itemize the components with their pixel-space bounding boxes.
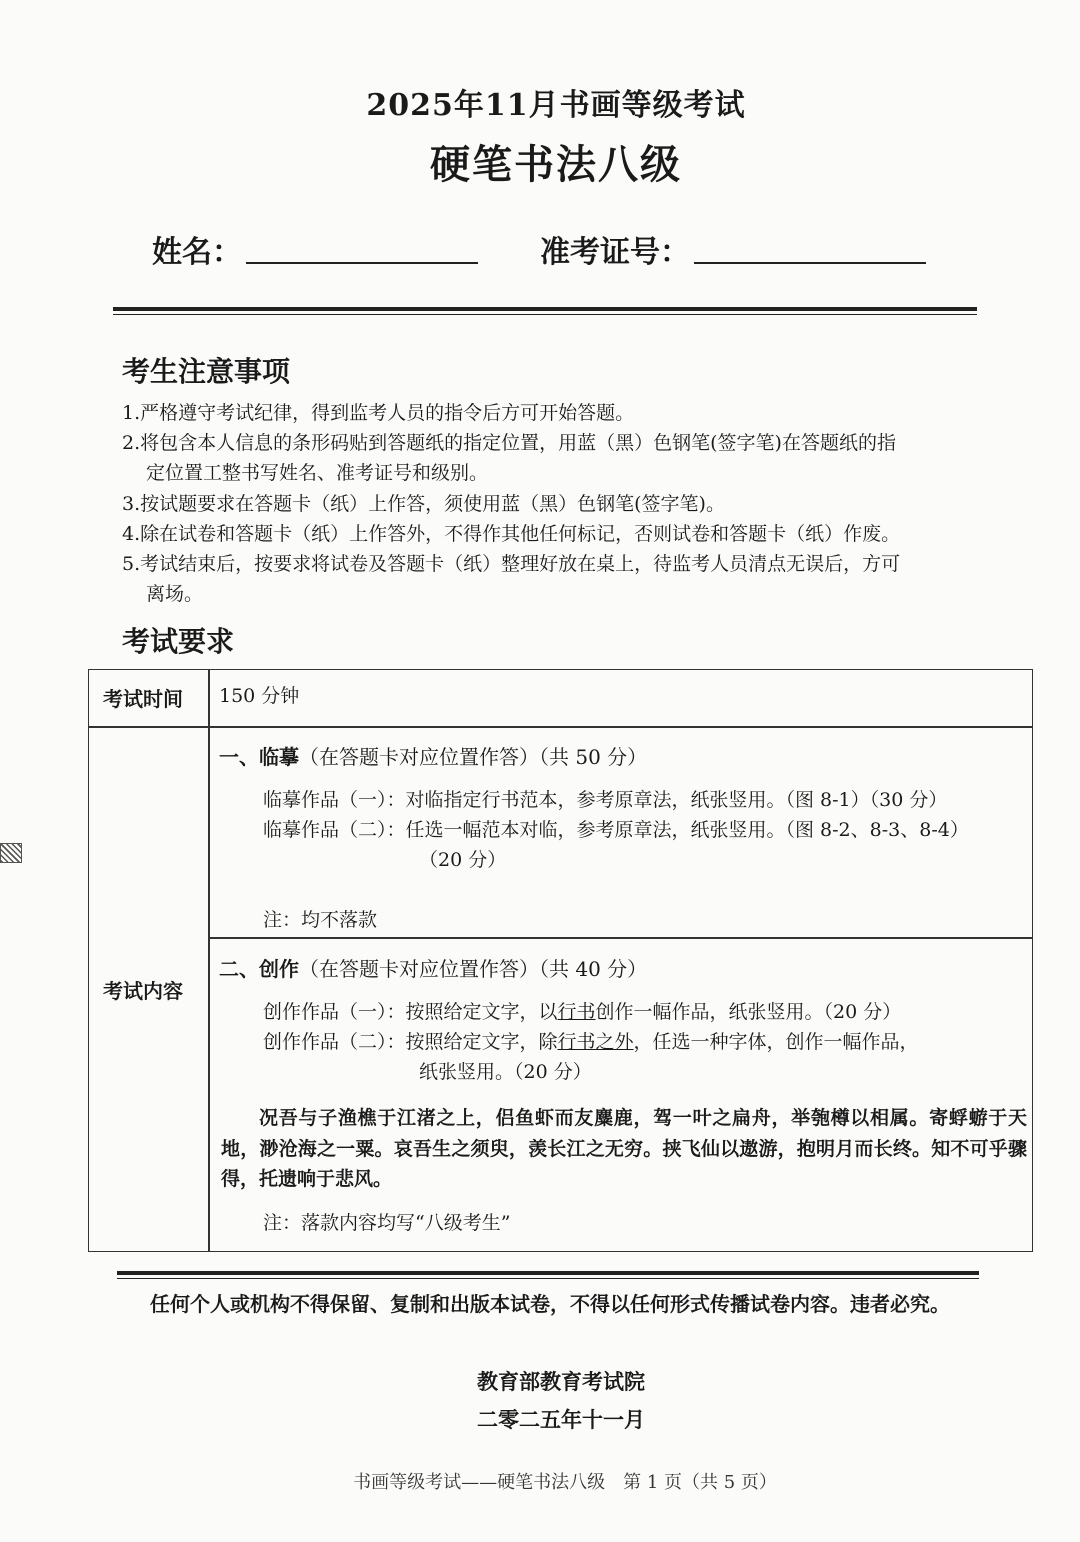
- section1-line1: 临摹作品（一）：对临指定行书范本，参考原章法，纸张竖用。（图 8-1）（30 分）: [263, 789, 948, 811]
- table-divider: [89, 726, 1032, 728]
- table-divider: [208, 670, 210, 1252]
- id-label: 准考证号：: [540, 235, 690, 270]
- section2-title: [219, 953, 647, 982]
- section2-note: 注：落款内容均写“八级考生”: [263, 1212, 511, 1234]
- footer-divider: [117, 1271, 979, 1275]
- header-divider: [113, 307, 977, 311]
- section1-rest: （在答题卡对应位置作答）（共 50 分）: [299, 745, 648, 769]
- section2-line1-pre: 创作作品（一）：按照给定文字，以: [263, 1001, 558, 1023]
- name-label: 姓名：: [152, 235, 242, 270]
- section2-line1-underline: 行书: [557, 1001, 596, 1023]
- footer-divider-thin: [117, 1278, 979, 1279]
- passage-text: [221, 1103, 1027, 1195]
- section1-note: 注：均不落款: [263, 909, 378, 931]
- notice-item: 3.按试题要求在答题卡（纸）上作答，须使用蓝（黑）色钢笔(签字笔)。: [122, 492, 725, 515]
- passage-content: 况吾与子渔樵于江渚之上，侣鱼虾而友麋鹿，驾一叶之扁舟，举匏樽以相属。寄蜉蝣于天地，渺沧海之一粟。哀吾生之须臾，羡长江之无穷。挟飞仙以遨游，抱明月而长终。知不可乎骤得，托遗响于悲风。: [221, 1107, 1027, 1190]
- notice-item: 4.除在试卷和答题卡（纸）上作答外，不得作其他任何标记，否则试卷和答题卡（纸）作废。: [122, 522, 901, 545]
- content-label: 考试内容: [103, 979, 183, 1003]
- section2-line1: [263, 997, 901, 1027]
- section1-name: 临摹: [259, 745, 299, 769]
- section2-line2: [263, 1027, 919, 1057]
- section2-rest: （在答题卡对应位置作答）（共 40 分）: [299, 957, 648, 981]
- section1-num: 一、: [219, 745, 259, 769]
- section2-name: 创作: [259, 957, 299, 981]
- page-footer: 书画等级考试——硬笔书法八级 第 1 页（共 5 页）: [353, 1472, 777, 1493]
- exam-title: 2025年11月书画等级考试: [366, 88, 746, 123]
- section2-line1-post: 创作一幅作品，纸张竖用。（20 分）: [595, 1001, 902, 1023]
- table-divider: [209, 937, 1032, 939]
- section2-line2b: 纸张竖用。（20 分）: [419, 1061, 592, 1083]
- notice-item: 2.将包含本人信息的条形码贴到答题纸的指定位置，用蓝（黑）色钢笔(签字笔)在答题纸的指: [122, 432, 896, 455]
- notice-item: 1.严格遵守考试纪律，得到监考人员的指令后方可开始答题。: [122, 402, 635, 424]
- id-field[interactable]: [694, 262, 926, 264]
- section1-line2b: （20 分）: [419, 849, 507, 871]
- notice-list: [122, 398, 1002, 609]
- time-value: 150 分钟: [219, 685, 300, 707]
- issuer-date: 二零二五年十一月: [477, 1407, 645, 1432]
- section1-title: [219, 741, 647, 770]
- time-label: 考试时间: [103, 687, 183, 711]
- section2-line2-underline: 行书之外: [557, 1031, 634, 1053]
- header-divider-thin: [113, 314, 977, 315]
- section2-line2-pre: 创作作品（二）：按照给定文字，除: [263, 1031, 558, 1053]
- scan-mark: [0, 843, 22, 863]
- notice-item: 离场。: [146, 583, 204, 606]
- subject-title: 硬笔书法八级: [430, 141, 682, 188]
- section1-line2: 临摹作品（二）：任选一幅范本对临，参考原章法，纸张竖用。（图 8-2、8-3、8-4）: [263, 819, 969, 841]
- issuer-org: 教育部教育考试院: [477, 1369, 645, 1394]
- section2-num: 二、: [219, 957, 259, 981]
- requirements-heading: 考试要求: [122, 625, 235, 658]
- section2-line2-post: ，任选一种字体，创作一幅作品，: [633, 1031, 919, 1053]
- notice-item: 定位置工整书写姓名、准考证号和级别。: [146, 462, 489, 485]
- notice-item: 5.考试结束后，按要求将试卷及答题卡（纸）整理好放在桌上，待监考人员清点无误后，方可: [122, 553, 901, 576]
- copyright-warning: 任何个人或机构不得保留、复制和出版本试卷，不得以任何形式传播试卷内容。违者必究。: [150, 1292, 950, 1316]
- notice-heading: 考生注意事项: [122, 355, 291, 388]
- name-field[interactable]: [246, 262, 478, 264]
